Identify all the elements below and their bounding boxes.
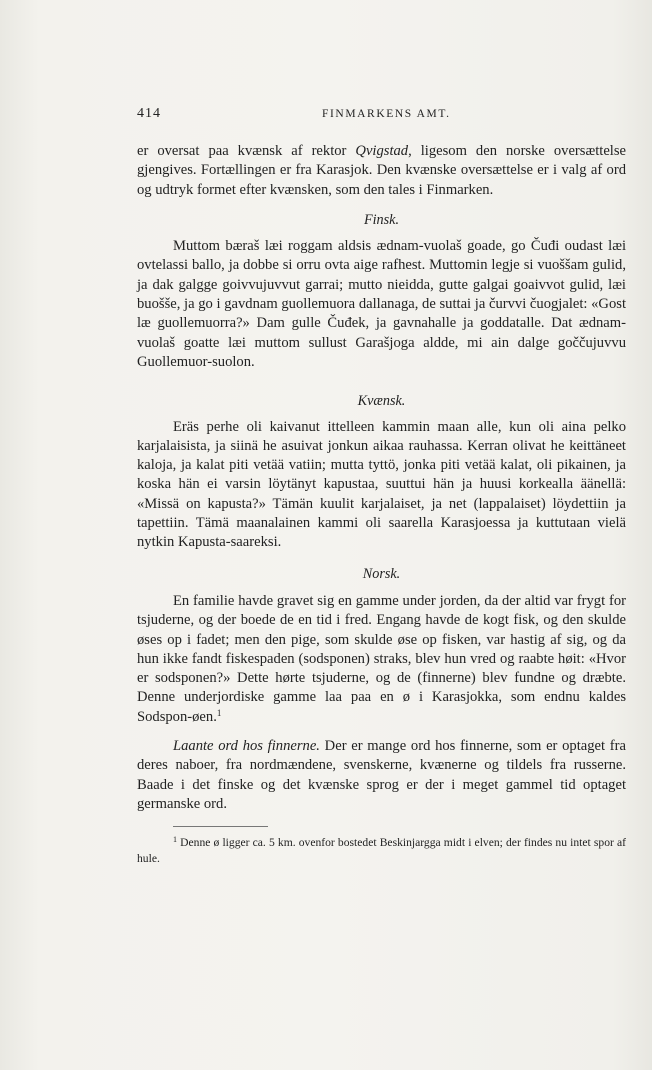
footnote-reference: 1 [216, 707, 222, 718]
footnote-text: Denne ø ligger ca. 5 km. ovenfor bostedet Beskinjargga midt i elven; der findes nu intet spor af hule. [137, 836, 626, 866]
page-body [137, 142, 626, 867]
norwegian-paragraph [137, 592, 626, 727]
intro-text-1: er oversat paa kvænsk af rektor [137, 143, 356, 159]
intro-name: Qvigstad [355, 143, 409, 159]
loanwords-paragraph [137, 737, 626, 814]
footnote [137, 835, 626, 867]
kven-paragraph: Eräs perhe oli kaivanut ittelleen kammin maan alle, kun oli aina pelko karjalaisista, ja siinä he asuivat jonkun aikaa rauhassa. Kerran olivat he keittäneet kaloja, ja kalat piti vetää vatiin; mutta tyttö, jonka piti vetää kalat, oli pikainen, ja koska hän ei varsin löytänyt kapustaa, suuttui hän ja huusi korkealla äänellä: «Missä on kapusta?» Tämän kuulit karjalaiset, ja net (lappalaiset) löydettiin ja tapettiin. Tämä maanalainen kammi oli saarella Karasjoessa ja kuttutaan vielä nytkin Kapusta-saareksi. [137, 418, 626, 551]
intro-text-2: , ligesom den norske oversættelse gjengives. Fortællingen er fra Karasjok. Den kvænske oversættelse er i valg af ord og udtryk formet efter kvænsken, som den tales i Finmarken. [137, 143, 627, 198]
loanwords-lead: Laante ord hos finnerne. [173, 738, 320, 755]
loanwords-text: Der er mange ord hos finnerne, som er optaget fra deres naboer, fra nordmændene, svenskerne, kvænerne og tildels fra russerne. Baade i det finske og det kvænske sprog er der i meget gammel tid optaget germanske ord. [137, 738, 626, 812]
footnote-mark: 1 [173, 835, 177, 845]
footnote-divider [173, 826, 268, 827]
page-header [137, 106, 626, 124]
norwegian-text: En familie havde gravet sig en gamme under jorden, da der altid var frygt for tsjuderne, og der boede de en tid i fred. Engang havde de kogt fisk, og den skulde øses op i fadet; men den pige, som skulde øse op fisken, var hastig af sig, og da hun ikke fandt fiskespaden (sodsponen) straks, blev hun vred og raabte høit: «Hvor er sodsponen?» Dette hørte tsjuderne, og de (finnerne) blev fundne og dræbte. Denne underjordiske gamme laa paa en ø i Karasjokka, som endnu kaldes Sodspon-øen. [137, 592, 626, 725]
intro-paragraph [137, 142, 626, 200]
finnish-paragraph: Muttom bæraš læi roggam aldsis ædnam-vuolaš goade, go Čuđi oudast læi ovtelassi ballo, ja dobbe si orru ovta aige rafhest. Muttomin legje si vuoššam gulid, ja dak galgge goivvujuvvut garrai; mutto nieidda, gutte galgai goaivvot gulid, læi buošše, ja go i gavdnam guollemuora dallanaga, de suttai ja čurvvi čuogjalet: «Gost læ guollemuorra?» Dam gulle Čuđek, ja gavnahalle ja goddatalle. Dat ædnam-vuolaš goatte læi muttom sullust Garašjoga aldde, mi ain dalge goččujuvvu Guollemuor-suolon. [137, 238, 626, 370]
heading-finsk: Finsk. [363, 211, 400, 228]
running-head: FINMARKENS AMT. [322, 108, 451, 120]
page-number: 414 [137, 106, 161, 121]
heading-norsk: Norsk. [362, 565, 401, 582]
heading-kvaensk: Kvænsk. [357, 393, 406, 410]
